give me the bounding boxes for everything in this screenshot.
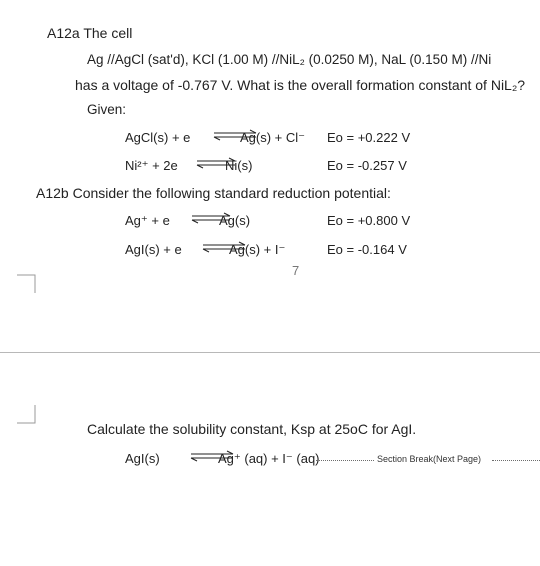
eo-agi: Eo = -0.164 V [327, 242, 407, 257]
reaction-agcl-right: Ag(s) + Cl⁻ [240, 130, 306, 145]
eo-ag: Eo = +0.800 V [327, 213, 411, 228]
reaction-agcl-left: AgCl(s) + e [125, 130, 191, 145]
eo-agcl: Eo = +0.222 V [327, 130, 411, 145]
section-break-line [316, 460, 374, 461]
page-separator [0, 352, 540, 353]
reaction-agi-right: Ag(s) + I⁻ [229, 242, 286, 257]
reaction-agi-dissolution-right: Ag⁺ (aq) + I⁻ (aq) [218, 451, 320, 466]
reaction-ni-right: Ni(s) [225, 158, 253, 173]
margin-corner-marker [16, 274, 38, 294]
a12b-title: A12b Consider the following standard reduction potential: [36, 185, 391, 201]
reaction-agi-dissolution-left: AgI(s) [125, 451, 160, 466]
section-break-label: Section Break(Next Page) [377, 454, 482, 464]
section-break-line [492, 460, 540, 461]
eo-ni: Eo = -0.257 V [327, 158, 407, 173]
question-text: has a voltage of -0.767 V. What is the overall formation constant of NiL₂? [75, 77, 526, 93]
given-label: Given: [87, 102, 127, 117]
reaction-ag-right: Ag(s) [219, 213, 251, 228]
margin-corner-marker [16, 404, 38, 424]
cell-notation: Ag //AgCl (sat'd), KCl (1.00 M) //NiL₂ (0.0250 M), NaL (0.150 M) //Ni [87, 52, 492, 67]
reaction-agi-left: AgI(s) + e [125, 242, 182, 257]
reaction-ni-left: Ni²⁺ + 2e [125, 158, 178, 173]
a12a-title: A12a The cell [47, 25, 133, 41]
reaction-ag-left: Ag⁺ + e [125, 213, 170, 228]
page-number: 7 [292, 263, 300, 278]
ksp-instruction: Calculate the solubility constant, Ksp at 25oC for AgI. [87, 421, 417, 437]
